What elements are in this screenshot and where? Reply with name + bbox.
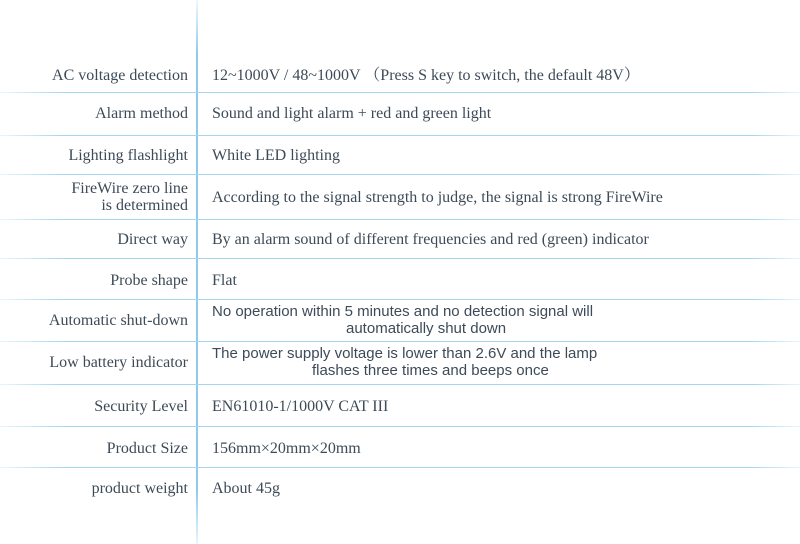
spec-value	[212, 300, 796, 340]
row-separator	[0, 219, 800, 220]
spec-label: Lighting flashlight	[68, 146, 188, 164]
row-separator	[0, 92, 800, 93]
row-separator	[0, 135, 800, 136]
spec-label: product weight	[91, 479, 188, 497]
spec-row-firewire-zero-line	[0, 178, 800, 216]
spec-label-line: is determined	[101, 197, 188, 214]
spec-label: Security Level	[94, 397, 188, 415]
spec-row-alarm-method	[0, 97, 800, 129]
spec-value	[212, 342, 796, 382]
spec-row-automatic-shut-down	[0, 300, 800, 340]
spec-row-product-size	[0, 430, 800, 466]
spec-label: Probe shape	[110, 271, 188, 289]
spec-label-line: FireWire zero line	[71, 180, 188, 197]
spec-label	[71, 178, 188, 216]
spec-value: 12~1000V / 48~1000V （Press S key to switch, the default 48V）	[212, 66, 640, 84]
spec-row-direct-way	[0, 222, 800, 256]
spec-value-line: flashes three times and beeps once	[312, 362, 549, 379]
spec-value-line: No operation within 5 minutes and no detection signal will	[212, 303, 594, 320]
spec-value: White LED lighting	[212, 146, 340, 164]
row-separator	[0, 426, 800, 427]
spec-row-product-weight	[0, 470, 800, 506]
spec-value: Sound and light alarm + red and green light	[212, 104, 492, 122]
spec-value: Flat	[212, 271, 237, 289]
spec-label: Low battery indicator	[49, 353, 188, 371]
spec-value: EN61010-1/1000V CAT III	[212, 397, 389, 415]
spec-value-line: The power supply voltage is lower than 2.6V and the lamp	[212, 345, 598, 362]
row-separator	[0, 174, 800, 175]
spec-row-probe-shape	[0, 262, 800, 298]
spec-row-security-level	[0, 388, 800, 424]
row-separator	[0, 467, 800, 468]
spec-label: Alarm method	[95, 104, 188, 122]
spec-value: According to the signal strength to judge, the signal is strong FireWire	[212, 188, 663, 206]
row-separator	[0, 258, 800, 259]
spec-value-line: automatically shut down	[346, 320, 507, 337]
spec-label: AC voltage detection	[52, 66, 188, 84]
spec-row-low-battery-indicator	[0, 342, 800, 382]
spec-value: About 45g	[212, 479, 280, 497]
spec-label: Product Size	[106, 439, 188, 457]
spec-row-ac-voltage-detection	[0, 60, 800, 90]
spec-value: 156mm×20mm×20mm	[212, 439, 361, 457]
spec-row-lighting-flashlight	[0, 139, 800, 171]
spec-label: Direct way	[117, 230, 188, 248]
spec-label: Automatic shut-down	[48, 311, 188, 329]
spec-value: By an alarm sound of different frequencies and red (green) indicator	[212, 230, 649, 248]
row-separator	[0, 384, 800, 385]
